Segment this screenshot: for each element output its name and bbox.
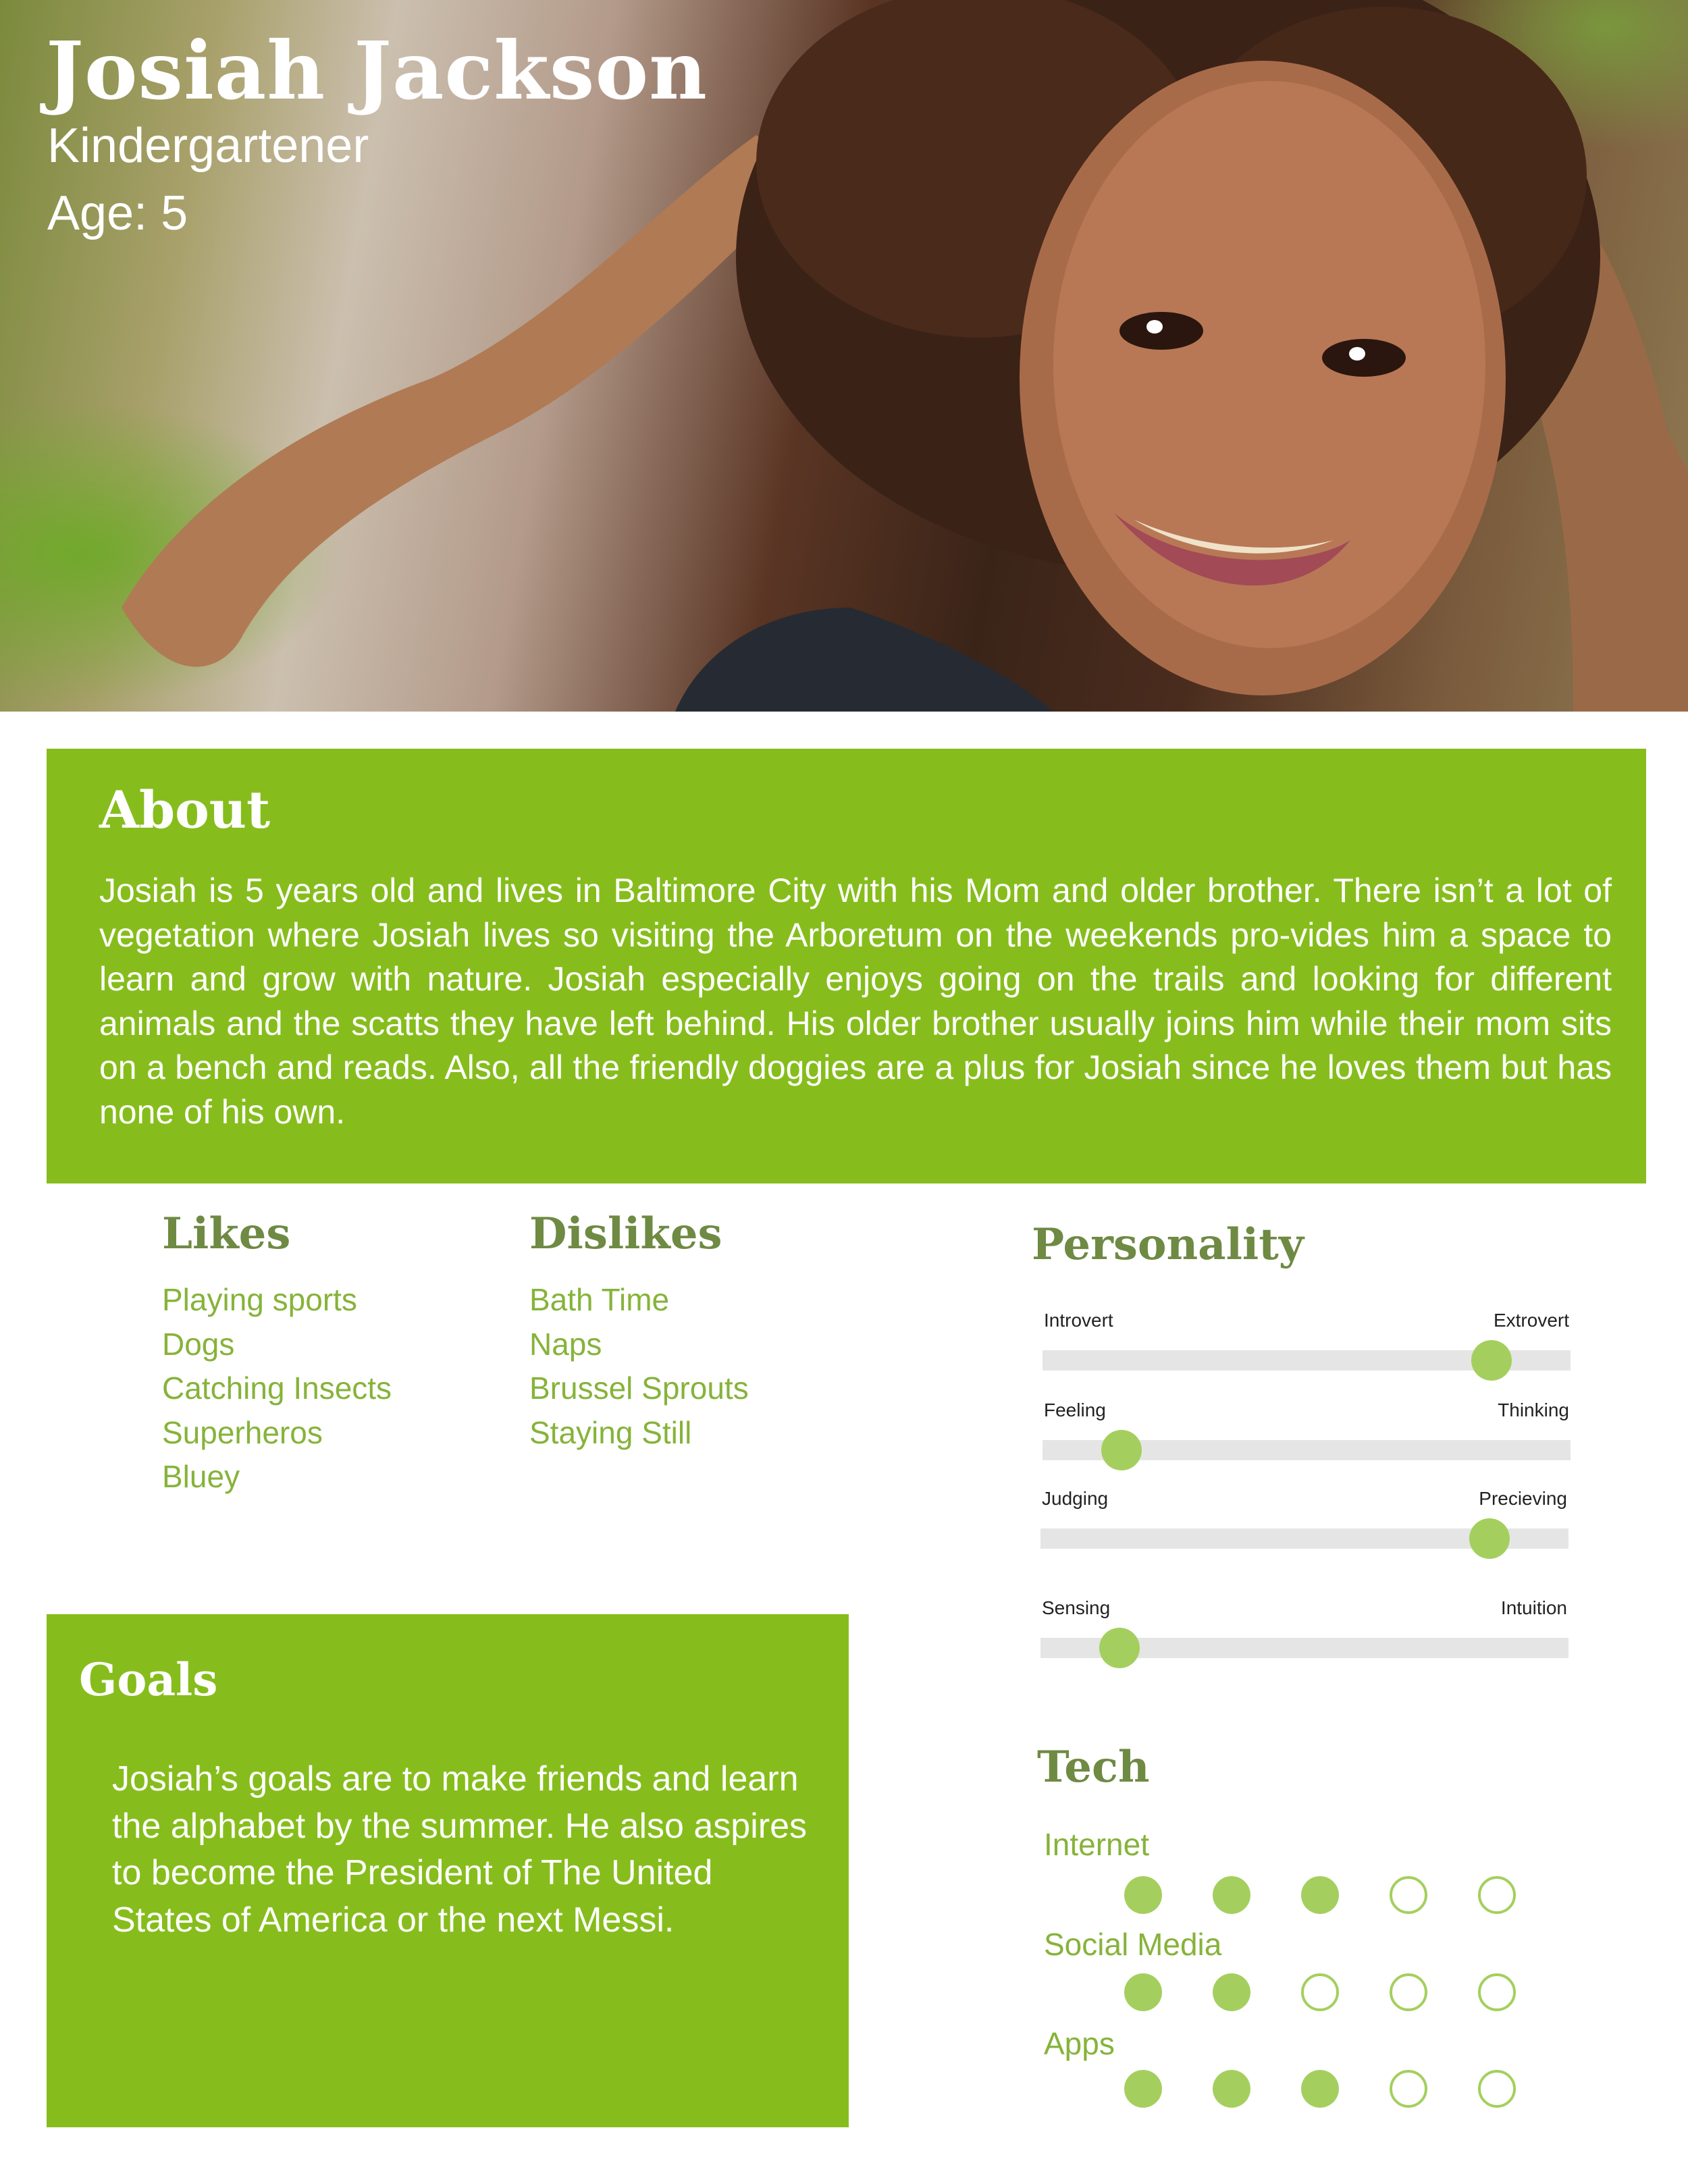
rating-dot-empty xyxy=(1301,1973,1339,2011)
list-item: Catching Insects xyxy=(162,1370,392,1406)
slider-right-label: Intuition xyxy=(1500,1597,1567,1618)
personality-slider xyxy=(1043,1310,1571,1384)
tech-label-apps: Apps xyxy=(1044,2026,1115,2061)
rating-dot-empty xyxy=(1390,1876,1427,1914)
slider-knob xyxy=(1471,1340,1512,1381)
list-item: Dogs xyxy=(162,1326,235,1362)
slider-right-label: Precieving xyxy=(1479,1488,1567,1509)
rating-dot-empty xyxy=(1478,1973,1516,2011)
slider-right-label: Thinking xyxy=(1498,1400,1569,1420)
rating-dot-filled xyxy=(1213,1973,1250,2011)
rating-dot-filled xyxy=(1213,1876,1250,1914)
likes-block xyxy=(162,1208,500,1499)
about-panel xyxy=(47,749,1646,1183)
personality-slider xyxy=(1040,1597,1568,1672)
dislikes-block xyxy=(529,1208,867,1455)
persona-role: Kindergartener xyxy=(47,119,369,173)
dislikes-list xyxy=(529,1278,867,1455)
tech-label-internet: Internet xyxy=(1044,1827,1149,1862)
list-item: Superheros xyxy=(162,1414,323,1450)
list-item: Bath Time xyxy=(529,1282,670,1317)
rating-dot-filled xyxy=(1124,1973,1162,2011)
rating-dot-filled xyxy=(1301,1876,1339,1914)
personality-slider xyxy=(1043,1400,1571,1474)
rating-dot-empty xyxy=(1390,2070,1427,2108)
rating-dot-empty xyxy=(1390,1973,1427,2011)
slider-knob xyxy=(1469,1518,1510,1559)
rating-dot-empty xyxy=(1478,1876,1516,1914)
rating-dot-filled xyxy=(1301,2070,1339,2108)
tech-title: Tech xyxy=(1037,1742,1150,1792)
list-item: Brussel Sprouts xyxy=(529,1370,749,1406)
persona-name: Josiah Jackson xyxy=(46,24,708,117)
goals-title: Goals xyxy=(79,1653,218,1706)
list-item: Bluey xyxy=(162,1459,240,1494)
list-item: Staying Still xyxy=(529,1414,692,1450)
hero-photo xyxy=(0,0,1688,712)
rating-dot-filled xyxy=(1124,1876,1162,1914)
personality-title: Personality xyxy=(1032,1219,1304,1270)
tech-label-social-media: Social Media xyxy=(1044,1927,1222,1962)
slider-left-label: Judging xyxy=(1042,1488,1109,1509)
slider-knob xyxy=(1101,1430,1142,1470)
list-item: Naps xyxy=(529,1326,602,1362)
slider-right-label: Extrovert xyxy=(1493,1310,1569,1331)
list-item: Playing sports xyxy=(162,1282,357,1317)
persona-age: Age: 5 xyxy=(47,186,188,240)
slider-left-label: Introvert xyxy=(1044,1310,1113,1331)
personality-slider xyxy=(1040,1488,1568,1562)
likes-title: Likes xyxy=(162,1208,291,1259)
slider-left-label: Feeling xyxy=(1044,1400,1106,1420)
dislikes-title: Dislikes xyxy=(529,1208,722,1259)
about-body: Josiah is 5 years old and lives in Baltimore City with his Mom and older brother. There isn’t a lot of vegetation where Josiah lives so visiting the Arboretum on the weekends pro-vides him a space to learn and grow with nature. Josiah especially enjoys going on the trails and looking for different animals and the scatts they have left behind. His older brother usually joins him while their mom sits on a bench and reads. Also, all the friendly doggies are a plus for Josiah since he loves them but has none of his own. xyxy=(99,872,1612,1131)
likes-list xyxy=(162,1278,500,1499)
rating-dot-filled xyxy=(1213,2070,1250,2108)
goals-panel xyxy=(47,1614,849,2127)
rating-dot-empty xyxy=(1478,2070,1516,2108)
slider-knob xyxy=(1099,1628,1140,1668)
rating-dot-filled xyxy=(1124,2070,1162,2108)
goals-body: Josiah’s goals are to make friends and learn the alphabet by the summer. He also aspires to become the President of The United States of America or the next Messi. xyxy=(112,1759,808,1940)
about-title: About xyxy=(99,780,271,840)
slider-left-label: Sensing xyxy=(1042,1597,1111,1618)
